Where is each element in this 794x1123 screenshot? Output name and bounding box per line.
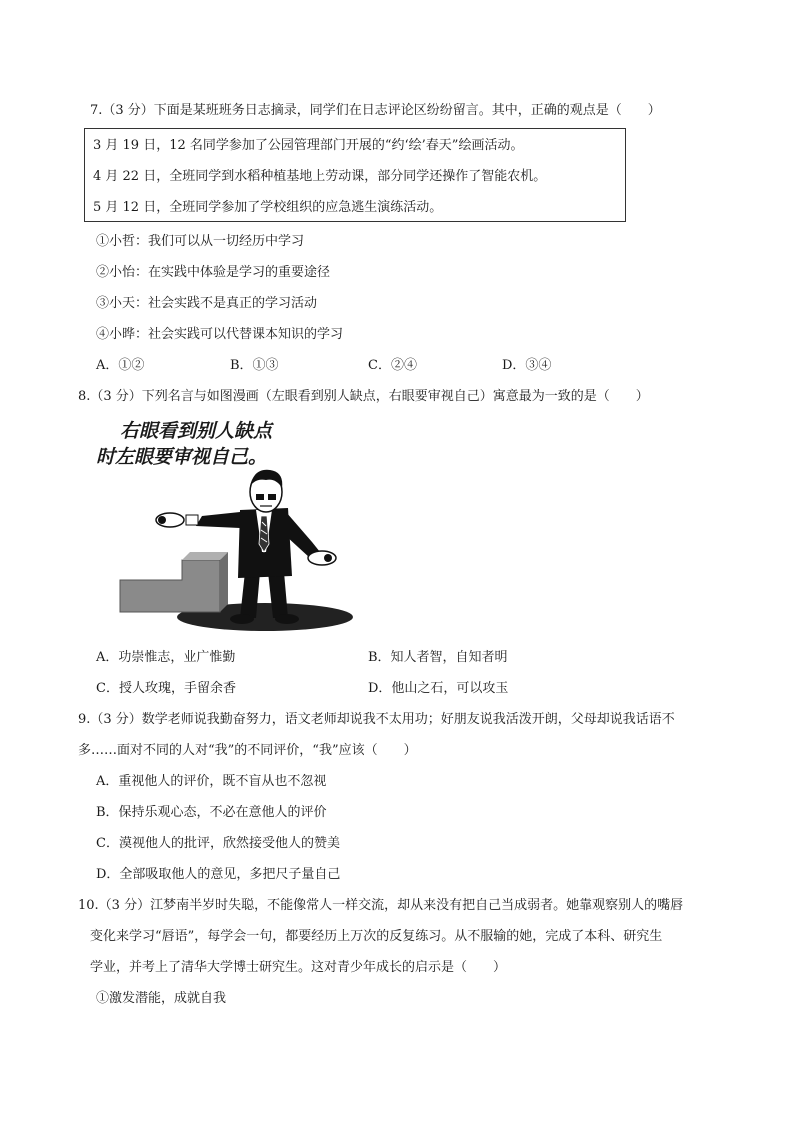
q9-option-c[interactable]: C．漠视他人的批评，欣然接受他人的赞美 — [96, 836, 340, 851]
q7-log-line-1: 3 月 19 日，12 名同学参加了公园管理部门开展的“约‘绘’春天”绘画活动。 — [93, 138, 524, 153]
q7-item-4: ④小晔：社会实践可以代替课本知识的学习 — [96, 327, 344, 342]
cartoon-drawing — [90, 412, 360, 634]
q8-stem: 8.（3 分）下列名言与如图漫画（左眼看到别人缺点，右眼要审视自己）寓意最为一致的是（ ） — [78, 389, 649, 404]
cartoon-caption-line2: 时左眼要审视自己。 — [96, 446, 268, 468]
q9-option-a[interactable]: A．重视他人的评价，既不盲从也不忽视 — [96, 774, 327, 789]
q7-option-c[interactable]: C．②④ — [368, 358, 417, 373]
q10-stem-line-2: 变化来学习“唇语”，每学会一句，都要经历上万次的反复练习。从不服输的她，完成了本科、研究生 — [90, 929, 663, 944]
q9-stem-line-1: 9.（3 分）数学老师说我勤奋努力，语文老师却说我不太用功；好朋友说我活泼开朗，父母却说我话语不 — [78, 712, 675, 727]
q7-stem: 7.（3 分）下面是某班班务日志摘录，同学们在日志评论区纷纷留言。其中，正确的观点是（ ） — [90, 103, 661, 118]
q8-option-c[interactable]: C．授人玫瑰，手留余香 — [96, 681, 236, 696]
q10-item-1: ①激发潜能，成就自我 — [96, 991, 227, 1006]
q9-option-d[interactable]: D．全部吸取他人的意见，多把尺子量自己 — [96, 867, 341, 882]
q7-log-box — [84, 128, 626, 222]
q7-option-a[interactable]: A．①② — [96, 358, 145, 373]
cartoon-caption-line1: 右眼看到别人缺点 — [120, 420, 273, 442]
q9-stem-line-2: 多……面对不同的人对“我”的不同评价，“我”应该（ ） — [78, 743, 417, 758]
q8-option-d[interactable]: D．他山之石，可以攻玉 — [368, 681, 509, 696]
q7-item-2: ②小怡：在实践中体验是学习的重要途径 — [96, 265, 331, 280]
q7-log-line-2: 4 月 22 日，全班同学到水稻种植基地上劳动课，部分同学还操作了智能农机。 — [93, 169, 547, 184]
q10-stem-line-1: 10.（3 分）江梦南半岁时失聪，不能像常人一样交流，却从来没有把自己当成弱者。她靠观察别人的嘴唇 — [78, 898, 684, 913]
q7-item-1: ①小哲：我们可以从一切经历中学习 — [96, 234, 305, 249]
q7-item-3: ③小天：社会实践不是真正的学习活动 — [96, 296, 318, 311]
q9-option-b[interactable]: B．保持乐观心态，不必在意他人的评价 — [96, 805, 327, 820]
q10-stem-line-3: 学业，并考上了清华大学博士研究生。这对青少年成长的启示是（ ） — [90, 960, 507, 975]
q8-cartoon — [90, 412, 360, 634]
q7-log-line-3: 5 月 12 日，全班同学参加了学校组织的应急逃生演练活动。 — [93, 200, 443, 215]
q7-option-b[interactable]: B．①③ — [230, 358, 279, 373]
q8-option-b[interactable]: B．知人者智，自知者明 — [368, 650, 508, 665]
q7-option-d[interactable]: D．③④ — [502, 358, 552, 373]
q8-option-a[interactable]: A．功崇惟志，业广惟勤 — [96, 650, 236, 665]
